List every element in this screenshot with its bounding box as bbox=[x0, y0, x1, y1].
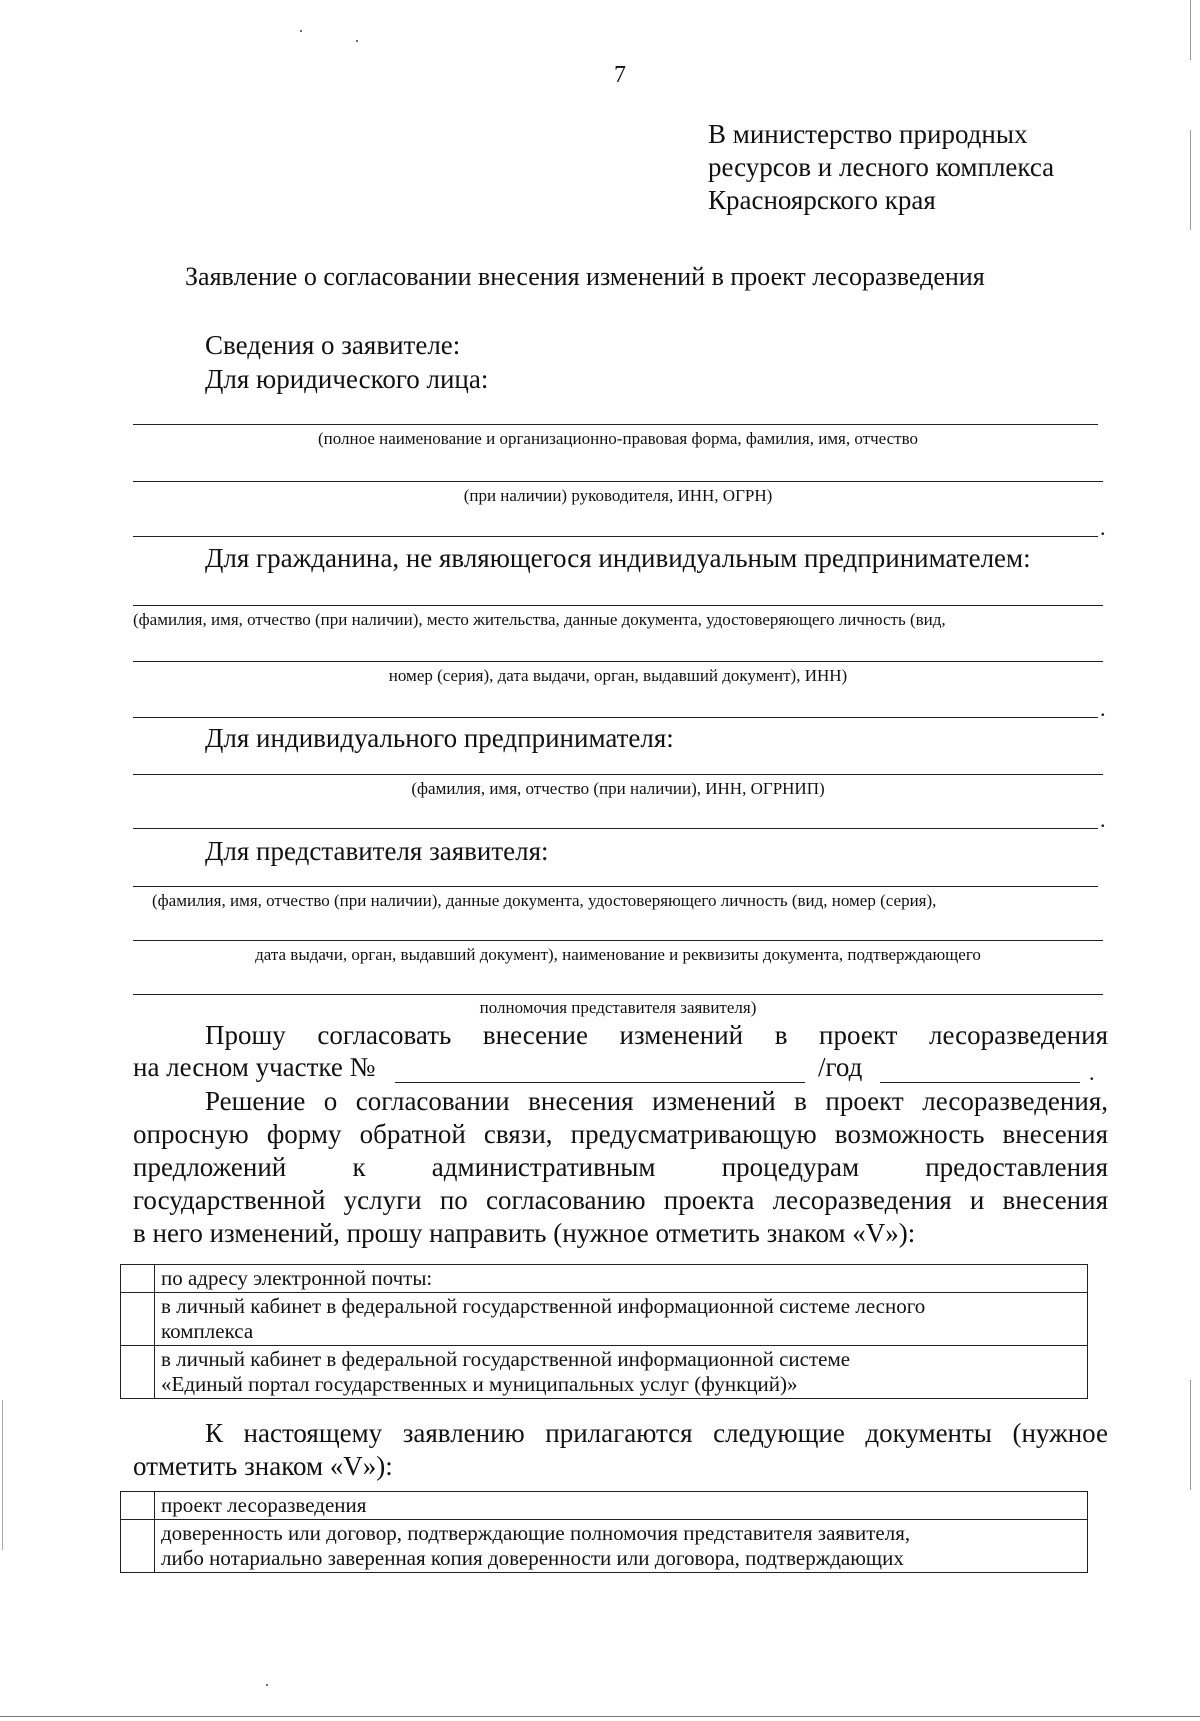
addressee-line: ресурсов и лесного комплекса bbox=[708, 152, 1055, 182]
delivery-option-forest-system bbox=[121, 1293, 1088, 1346]
attachment-option-power-of-attorney bbox=[121, 1520, 1088, 1573]
delivery-options-table bbox=[120, 1264, 1088, 1399]
checkbox[interactable] bbox=[121, 1492, 155, 1520]
legal-entity-field-3[interactable] bbox=[133, 536, 1098, 537]
scan-speck bbox=[300, 30, 302, 32]
attachments-line: отметить знаком «V»): bbox=[133, 1451, 393, 1481]
year-label: /год bbox=[818, 1052, 863, 1082]
addressee-line: В министерство природных bbox=[708, 119, 1028, 149]
scan-speck bbox=[356, 40, 358, 42]
checkbox[interactable] bbox=[121, 1265, 155, 1293]
checkbox[interactable] bbox=[121, 1293, 155, 1346]
representative-field-1[interactable] bbox=[133, 886, 1098, 887]
addressee-line: Красноярского края bbox=[708, 185, 936, 215]
addressee-block bbox=[708, 118, 1054, 217]
citizen-hint-2: номер (серия), дата выдачи, орган, выдавший документ), ИНН) bbox=[388, 666, 848, 685]
representative-hint-2: дата выдачи, орган, выдавший документ), наименование и реквизиты документа, подтверждающего bbox=[255, 945, 981, 964]
plot-number-field[interactable] bbox=[395, 1082, 805, 1083]
delivery-line: в него изменений, прошу направить (нужное отметить знаком «V»): bbox=[133, 1218, 916, 1248]
option-text: в личный кабинет в федеральной государственной информационной системе лесного комплекса bbox=[155, 1293, 1088, 1346]
scan-edge-mark bbox=[1190, 0, 1191, 60]
checkbox[interactable] bbox=[121, 1520, 155, 1573]
scan-edge-mark bbox=[2, 1400, 3, 1550]
delivery-option-email bbox=[121, 1265, 1088, 1293]
representative-hint-3: полномочия представителя заявителя) bbox=[479, 998, 757, 1017]
entrepreneur-heading: Для индивидуального предпринимателя: bbox=[205, 723, 674, 753]
document-title: Заявление о согласовании внесения изменений в проект лесоразведения bbox=[185, 262, 985, 291]
plot-number-label: на лесном участке № bbox=[133, 1052, 376, 1082]
attachments-paragraph bbox=[133, 1417, 1108, 1483]
request-line-1: Прошу согласовать внесение изменений в проект лесоразведения bbox=[205, 1020, 1108, 1050]
delivery-paragraph bbox=[133, 1085, 1108, 1250]
citizen-field-3[interactable] bbox=[133, 717, 1098, 718]
legal-entity-field-1[interactable] bbox=[133, 424, 1098, 425]
checkbox[interactable] bbox=[121, 1346, 155, 1399]
option-text: проект лесоразведения bbox=[155, 1492, 1088, 1520]
representative-field-3[interactable] bbox=[133, 994, 1103, 995]
option-text: доверенность или договор, подтверждающие полномочия представителя заявителя, либо нотариально заверенная копия доверенности или договора, подтверждающих bbox=[155, 1520, 1088, 1573]
option-text: по адресу электронной почты: bbox=[155, 1265, 1088, 1293]
applicant-info-label: Сведения о заявителе: bbox=[205, 330, 461, 360]
option-text: в личный кабинет в федеральной государственной информационной системе «Единый портал государственных и муниципальных услуг (функций)» bbox=[155, 1346, 1088, 1399]
citizen-heading: Для гражданина, не являющегося индивидуальным предпринимателем: bbox=[205, 543, 1031, 573]
line-end-period: . bbox=[1089, 1060, 1095, 1085]
attachments-table bbox=[120, 1491, 1088, 1573]
year-field[interactable] bbox=[880, 1082, 1080, 1083]
line-end-period: . bbox=[1100, 807, 1106, 832]
scan-edge-mark bbox=[1190, 130, 1191, 230]
entrepreneur-field-1[interactable] bbox=[133, 774, 1103, 775]
attachments-line: К настоящему заявлению прилагаются следующие документы (нужное bbox=[205, 1418, 1108, 1448]
delivery-line: государственной услуги по согласованию проекта лесоразведения и внесения bbox=[133, 1185, 1108, 1215]
legal-entity-hint-2: (при наличии) руководителя, ИНН, ОГРН) bbox=[463, 486, 773, 505]
citizen-hint-1: (фамилия, имя, отчество (при наличии), место жительства, данные документа, удостоверяющего личность (вид, bbox=[133, 610, 946, 629]
citizen-field-1[interactable] bbox=[133, 605, 1103, 606]
citizen-field-2[interactable] bbox=[133, 661, 1103, 662]
delivery-line: Решение о согласовании внесения изменений в проект лесоразведения, bbox=[205, 1086, 1108, 1116]
scan-edge-mark bbox=[1190, 1380, 1191, 1490]
legal-entity-field-2[interactable] bbox=[133, 481, 1103, 482]
scan-bottom-edge bbox=[0, 1716, 1200, 1717]
entrepreneur-hint-1: (фамилия, имя, отчество (при наличии), ИНН, ОГРНИП) bbox=[411, 779, 825, 798]
representative-hint-1: (фамилия, имя, отчество (при наличии), данные документа, удостоверяющего личность (вид, номер (серия), bbox=[152, 891, 937, 910]
scan-speck bbox=[266, 1684, 268, 1686]
representative-heading: Для представителя заявителя: bbox=[205, 836, 549, 866]
legal-entity-hint-1: (полное наименование и организационно-правовая форма, фамилия, имя, отчество bbox=[318, 429, 918, 448]
line-end-period: . bbox=[1100, 515, 1106, 540]
representative-field-2[interactable] bbox=[133, 940, 1103, 941]
delivery-option-gosuslugi bbox=[121, 1346, 1088, 1399]
attachment-option-project bbox=[121, 1492, 1088, 1520]
delivery-line: опросную форму обратной связи, предусматривающую возможность внесения bbox=[133, 1119, 1108, 1149]
page-number: 7 bbox=[614, 62, 626, 88]
entrepreneur-field-2[interactable] bbox=[133, 828, 1098, 829]
legal-entity-heading: Для юридического лица: bbox=[205, 364, 489, 394]
delivery-line: предложений к административным процедурам предоставления bbox=[133, 1152, 1108, 1182]
line-end-period: . bbox=[1100, 696, 1106, 721]
